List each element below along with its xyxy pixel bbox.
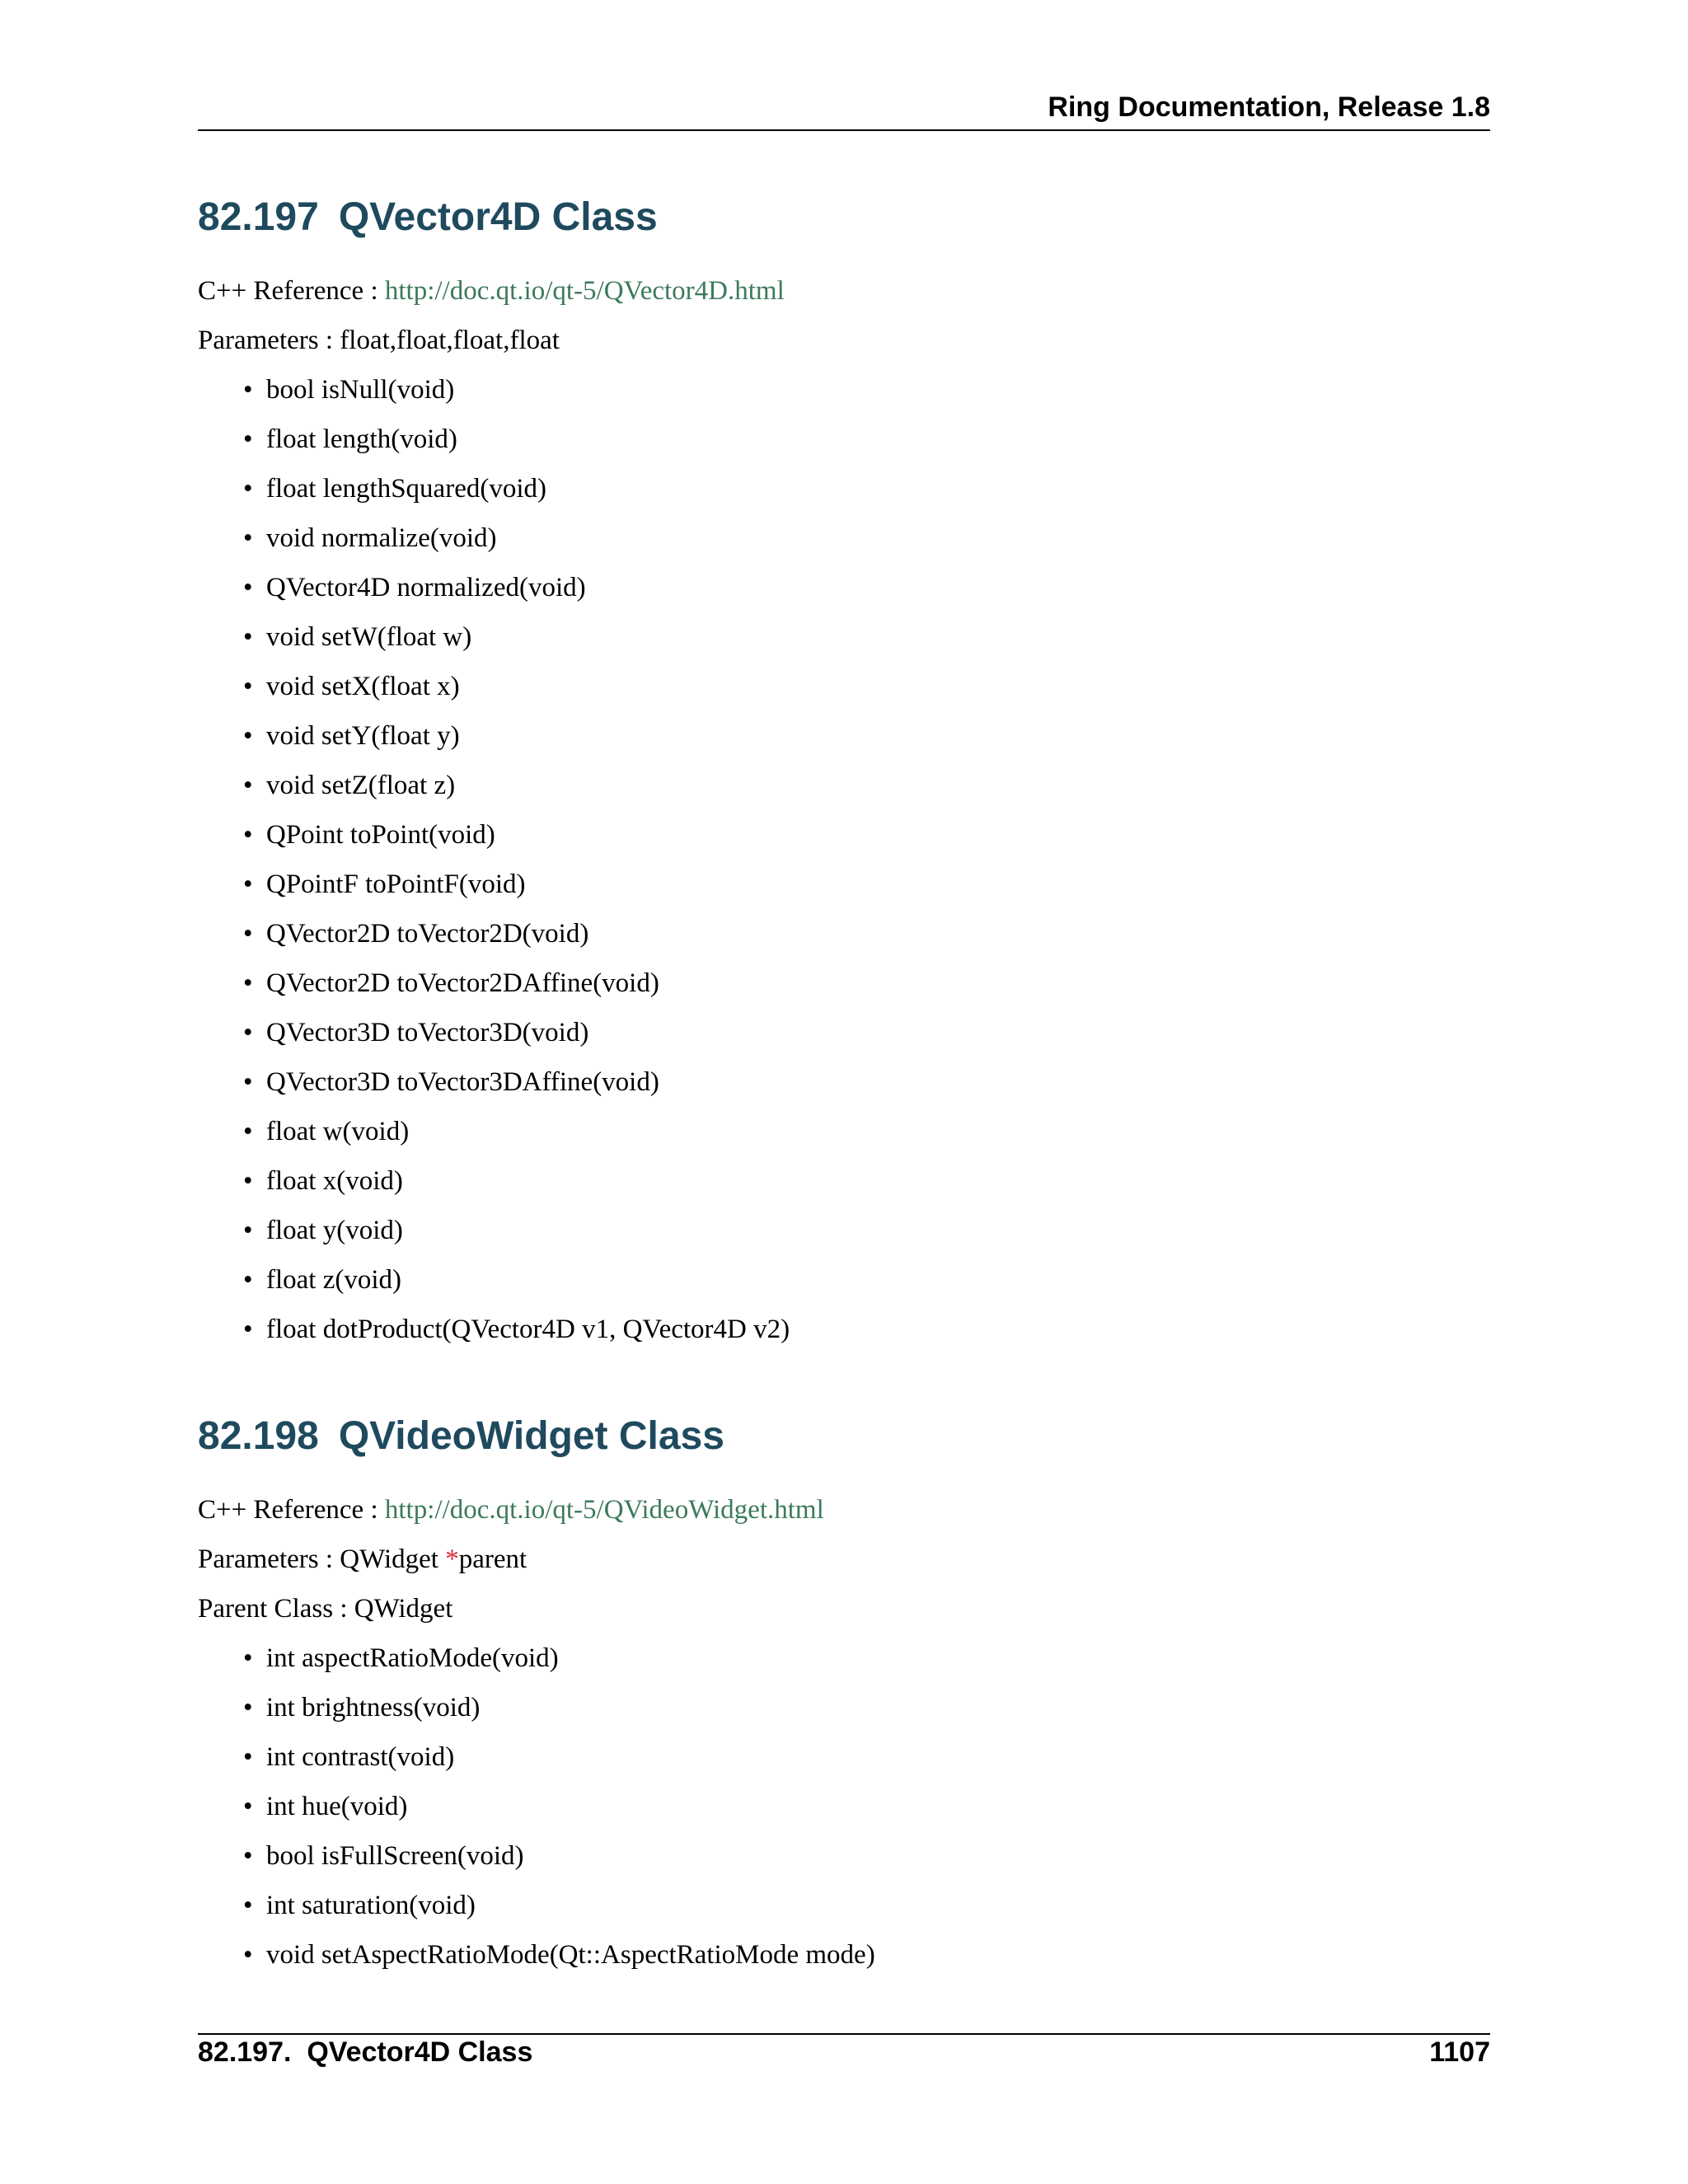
parameters-value: float,float,float,float — [340, 326, 560, 355]
method-signature: float length(void) — [266, 424, 457, 454]
method-signature: bool isNull(void) — [266, 375, 455, 405]
method-list-qvector4d — [198, 373, 1490, 1362]
parent-class — [198, 1592, 1490, 1642]
list-item — [198, 522, 1490, 571]
bullet: • — [243, 1940, 253, 1970]
bullet: • — [243, 919, 253, 949]
parameters — [198, 324, 1490, 373]
bullet: • — [243, 1265, 253, 1295]
list-item — [198, 1313, 1490, 1362]
reference-label: C++ Reference : — [198, 276, 385, 306]
method-signature: QPointF toPointF(void) — [266, 869, 526, 899]
method-list-qvideowidget — [198, 1642, 1490, 1988]
bullet: • — [243, 1742, 253, 1772]
list-item — [198, 1691, 1490, 1741]
running-header-title: Ring Documentation, Release 1.8 — [1048, 91, 1490, 123]
list-item — [198, 1889, 1490, 1938]
section-title: QVector4D Class — [338, 195, 658, 239]
list-item — [198, 423, 1490, 472]
parameters-name: parent — [458, 1544, 528, 1574]
method-signature: float dotProduct(QVector4D v1, QVector4D v2) — [266, 1315, 790, 1344]
method-signature: QVector2D toVector2DAffine(void) — [266, 968, 659, 998]
list-item — [198, 621, 1490, 670]
list-item — [198, 1790, 1490, 1840]
method-signature: bool isFullScreen(void) — [266, 1841, 524, 1871]
parameters-type: QWidget — [340, 1544, 446, 1574]
list-item — [198, 571, 1490, 621]
list-item — [198, 967, 1490, 1016]
page-number: 1107 — [1429, 2036, 1490, 2068]
list-item — [198, 719, 1490, 769]
bullet: • — [243, 573, 253, 602]
parameters-label: Parameters : — [198, 1544, 340, 1574]
list-item — [198, 769, 1490, 818]
parent-label: Parent Class : — [198, 1594, 354, 1624]
method-signature: int contrast(void) — [266, 1742, 455, 1772]
method-signature: QVector4D normalized(void) — [266, 573, 586, 602]
method-signature: float z(void) — [266, 1265, 402, 1295]
method-signature: void setZ(float z) — [266, 771, 456, 800]
pointer-star: * — [445, 1544, 459, 1574]
method-signature: void setX(float x) — [266, 672, 460, 701]
method-signature: QVector3D toVector3D(void) — [266, 1018, 589, 1047]
bullet: • — [243, 771, 253, 800]
bullet: • — [243, 721, 253, 751]
bullet: • — [243, 1891, 253, 1920]
list-item — [198, 373, 1490, 423]
header-rule — [198, 129, 1490, 131]
cpp-reference — [198, 1493, 1490, 1543]
method-signature: float x(void) — [266, 1166, 403, 1196]
method-signature: int saturation(void) — [266, 1891, 476, 1920]
bullet: • — [243, 1166, 253, 1196]
section-heading-qvector4d — [198, 193, 1490, 242]
reference-label: C++ Reference : — [198, 1495, 385, 1525]
method-signature: void normalize(void) — [266, 523, 497, 553]
list-item — [198, 1115, 1490, 1165]
parameters — [198, 1543, 1490, 1592]
list-item — [198, 868, 1490, 917]
reference-link-qvideowidget[interactable]: http://doc.qt.io/qt-5/QVideoWidget.html — [384, 1495, 824, 1525]
list-item — [198, 1066, 1490, 1115]
bullet: • — [243, 1117, 253, 1146]
reference-link-qvector4d[interactable]: http://doc.qt.io/qt-5/QVector4D.html — [384, 276, 785, 306]
list-item — [198, 1840, 1490, 1889]
bullet: • — [243, 1693, 253, 1722]
method-signature: void setW(float w) — [266, 622, 472, 652]
list-item — [198, 1016, 1490, 1066]
list-item — [198, 472, 1490, 522]
running-footer-section: 82.197. QVector4D Class — [198, 2036, 533, 2068]
bullet: • — [243, 1643, 253, 1673]
method-signature: float lengthSquared(void) — [266, 474, 546, 504]
method-signature: QVector3D toVector3DAffine(void) — [266, 1067, 659, 1097]
method-signature: QVector2D toVector2D(void) — [266, 919, 589, 949]
parent-value: QWidget — [354, 1594, 453, 1624]
list-item — [198, 670, 1490, 719]
list-item — [198, 1642, 1490, 1691]
bullet: • — [243, 820, 253, 850]
section-number: 82.198 — [198, 1414, 319, 1458]
section-number: 82.197 — [198, 195, 319, 239]
bullet: • — [243, 375, 253, 405]
bullet: • — [243, 622, 253, 652]
list-item — [198, 1938, 1490, 1988]
parameters-label: Parameters : — [198, 326, 340, 355]
list-item — [198, 1263, 1490, 1313]
list-item — [198, 1214, 1490, 1263]
bullet: • — [243, 424, 253, 454]
method-signature: int hue(void) — [266, 1792, 408, 1821]
bullet: • — [243, 1018, 253, 1047]
bullet: • — [243, 1792, 253, 1821]
footer-rule — [198, 2033, 1490, 2035]
method-signature: float y(void) — [266, 1216, 403, 1245]
section-heading-qvideowidget — [198, 1412, 1490, 1461]
method-signature: int brightness(void) — [266, 1693, 481, 1722]
bullet: • — [243, 523, 253, 553]
bullet: • — [243, 474, 253, 504]
list-item — [198, 1165, 1490, 1214]
bullet: • — [243, 1315, 253, 1344]
method-signature: float w(void) — [266, 1117, 410, 1146]
bullet: • — [243, 869, 253, 899]
section-title: QVideoWidget Class — [338, 1414, 724, 1458]
bullet: • — [243, 672, 253, 701]
method-signature: QPoint toPoint(void) — [266, 820, 495, 850]
list-item — [198, 818, 1490, 868]
section-qvideowidget — [198, 1412, 1490, 1988]
method-signature: void setY(float y) — [266, 721, 460, 751]
cpp-reference — [198, 274, 1490, 324]
list-item — [198, 1741, 1490, 1790]
method-signature: void setAspectRatioMode(Qt::AspectRatioMode mode) — [266, 1940, 875, 1970]
list-item — [198, 917, 1490, 967]
method-signature: int aspectRatioMode(void) — [266, 1643, 559, 1673]
bullet: • — [243, 1841, 253, 1871]
bullet: • — [243, 1067, 253, 1097]
section-qvector4d — [198, 193, 1490, 1362]
bullet: • — [243, 1216, 253, 1245]
bullet: • — [243, 968, 253, 998]
